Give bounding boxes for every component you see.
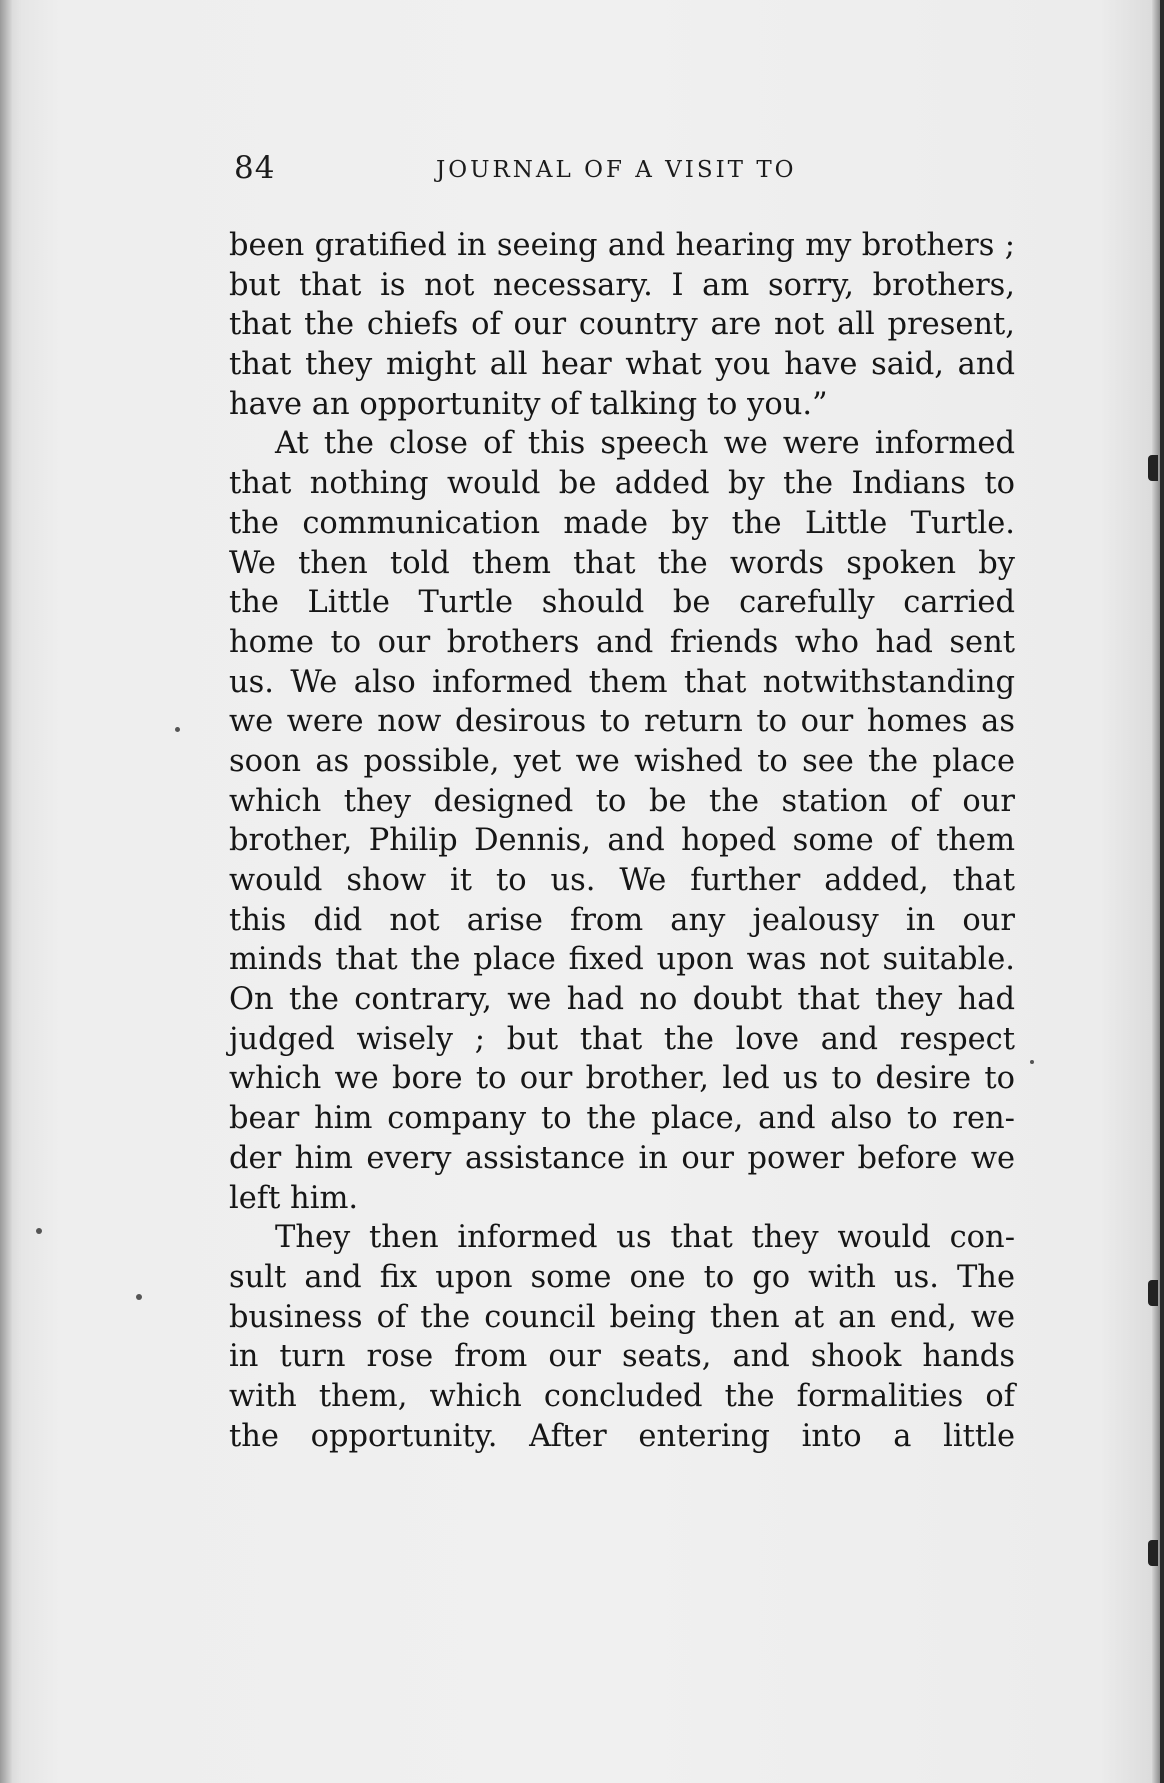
text-line: in turn rose from our seats, and shook hands — [229, 1339, 1015, 1375]
text-line: We then told them that the words spoken by — [229, 545, 1015, 581]
body-text — [229, 226, 1015, 1456]
page-number: 84 — [234, 150, 276, 186]
binding-mark — [1148, 455, 1158, 481]
text-line: At the close of this speech we were informed — [275, 426, 1015, 462]
text-line: sult and fix upon some one to go with us. The — [229, 1259, 1015, 1295]
text-line: brother, Philip Dennis, and hoped some of them — [229, 823, 1015, 859]
ink-speck — [175, 727, 180, 732]
text-line: we were now desirous to return to our homes as — [229, 704, 1015, 740]
binding-mark — [1148, 1540, 1158, 1566]
text-line: der him every assistance in our power before we — [229, 1140, 1015, 1176]
text-line: the communication made by the Little Turtle. — [229, 505, 1015, 541]
text-line: that nothing would be added by the Indians to — [229, 466, 1015, 502]
text-line: us. We also informed them that notwithstanding — [229, 664, 1015, 700]
ink-speck — [1030, 1060, 1034, 1064]
text-line: bear him company to the place, and also to ren- — [229, 1101, 1015, 1137]
page-edge-shadow — [1152, 0, 1160, 1783]
text-line: which we bore to our brother, led us to desire to — [229, 1061, 1015, 1097]
text-line: that the chiefs of our country are not all present, — [229, 307, 1015, 343]
text-line: that they might all hear what you have said, and — [229, 347, 1015, 383]
page-gutter-shadow — [0, 0, 12, 1783]
text-line: with them, which concluded the formalities of — [229, 1378, 1015, 1414]
binding-mark — [1148, 1280, 1158, 1306]
running-header — [234, 150, 1014, 194]
running-title: JOURNAL OF A VISIT TO — [436, 157, 797, 183]
text-line: home to our brothers and friends who had sent — [229, 624, 1015, 660]
text-line: have an opportunity of talking to you.” — [229, 386, 828, 422]
text-line: minds that the place fixed upon was not suitable. — [229, 942, 1015, 978]
text-line: soon as possible, yet we wished to see the place — [229, 743, 1015, 779]
text-line: They then informed us that they would con- — [275, 1220, 1015, 1256]
text-line: business of the council being then at an end, we — [229, 1299, 1015, 1335]
text-line: which they designed to be the station of our — [229, 783, 1015, 819]
text-line: the Little Turtle should be carefully carried — [229, 585, 1015, 621]
text-line: the opportunity. After entering into a little — [229, 1418, 1015, 1454]
text-line: judged wisely ; but that the love and respect — [229, 1021, 1015, 1057]
text-line: On the contrary, we had no doubt that they had — [229, 982, 1015, 1018]
text-line: been gratified in seeing and hearing my brothers ; — [229, 228, 1015, 263]
text-line: but that is not necessary. I am sorry, brothers, — [229, 267, 1015, 303]
ink-speck — [36, 1228, 42, 1234]
text-line: left him. — [229, 1180, 359, 1216]
text-line: this did not arise from any jealousy in our — [229, 902, 1015, 938]
text-line: would show it to us. We further added, that — [229, 863, 1015, 898]
ink-speck — [136, 1294, 142, 1300]
